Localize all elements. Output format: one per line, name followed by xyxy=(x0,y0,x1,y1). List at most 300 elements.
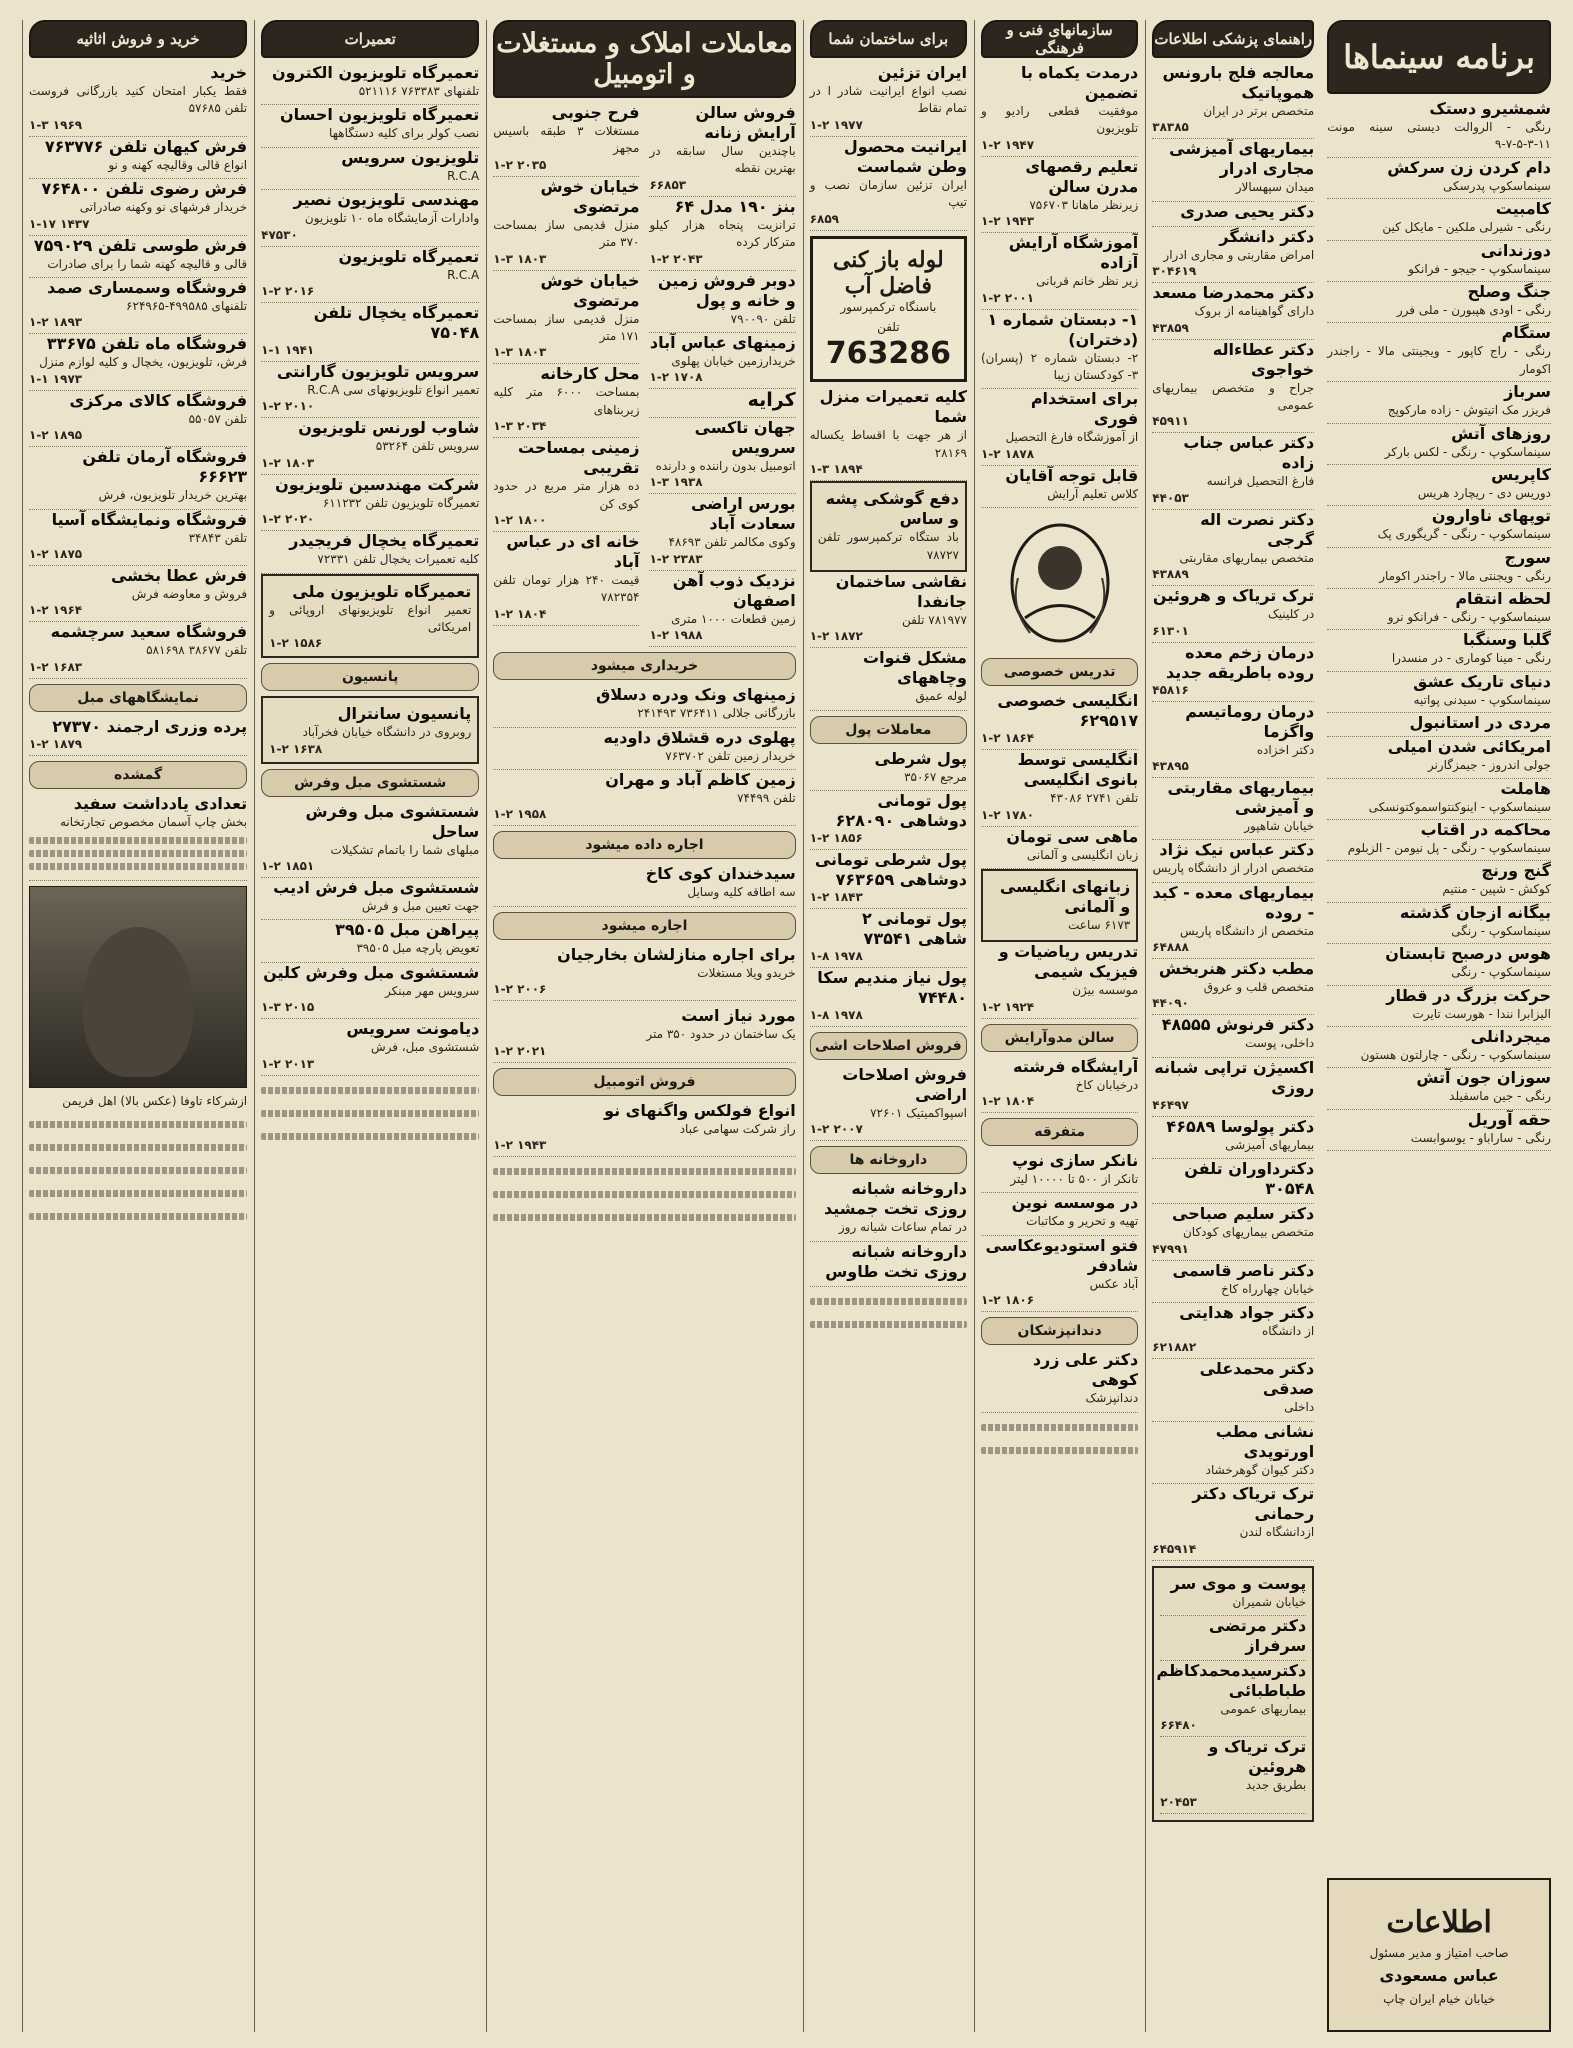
ad-title: بیماریهای مقاربتی و آمیزشی xyxy=(1167,777,1315,817)
ad xyxy=(1152,202,1314,227)
box-phone-label: تلفن xyxy=(877,319,900,334)
section-band: معاملات پول xyxy=(810,716,967,744)
ad xyxy=(493,438,639,532)
ad-code: ۱-۲ ۲۰۰۷ xyxy=(809,1122,863,1137)
ad-text: ازدانشگاه لندن xyxy=(1239,1525,1315,1540)
ad-code: ۶۴۸۸۸ xyxy=(1152,940,1189,955)
ad xyxy=(261,418,479,474)
ad-title: فرش طوسی تلفن ۷۵۹۰۲۹ xyxy=(33,235,248,255)
ad xyxy=(810,909,967,968)
ad-text: متخصص بیماریهای مقاربتی xyxy=(1179,550,1315,565)
ad-text: خریدارزمین خیابان پهلوی xyxy=(671,353,796,368)
ad-text: منزل قدیمی ساز بمساحت ۱۷۱ متر xyxy=(493,311,640,343)
cinema-item xyxy=(1327,630,1551,671)
ad-title: خرید xyxy=(210,63,248,82)
ad-code: ۴۴۰۵۳ xyxy=(1152,490,1189,505)
ad-text: تلفن ۷۴۴۹۹ xyxy=(737,791,796,806)
ad-title: خیابان خوش مرتضوی xyxy=(540,176,640,216)
ad-code: ۱-۲ ۱۶۳۸ xyxy=(269,741,323,756)
ad-text: کلیه تعمیرات یخچال تلفن ۷۲۳۳۱ xyxy=(317,552,480,567)
ad-text: دندانپزشک xyxy=(1085,1391,1139,1406)
ads-list xyxy=(261,63,479,658)
ad-title: دکتر مرتضی سرفراز xyxy=(1208,1615,1307,1655)
ad-code: ۱-۲ ۱۸۰۶ xyxy=(980,1293,1035,1308)
ad-text: تعمیرگاه تلویزیون تلفن ۶۱۱۲۳۲ xyxy=(322,495,480,510)
film-details: سینماسکوپ - رنگی - پل نیومن - الزبلوم xyxy=(1347,841,1551,856)
ad xyxy=(981,466,1138,508)
ad-title: بیماریهای معده - کبد - روده xyxy=(1152,882,1315,922)
ad-title: ماهی سی تومان xyxy=(1006,826,1139,846)
cinema-item xyxy=(1327,779,1551,820)
ad-text: متخصص ادرار از دانشگاه پاریس xyxy=(1152,861,1315,876)
ad-title: پرده وزری ارجمند ۲۷۳۷۰ xyxy=(52,716,248,736)
ad xyxy=(29,63,247,137)
ad xyxy=(1152,1484,1314,1560)
film-details: دوریس دی - ریچارد هریس xyxy=(1417,485,1551,500)
ad-text: بهترین خریدار تلویزیون، فرش xyxy=(98,488,248,503)
ad-code: ۱-۲ ۱۸۰۳ xyxy=(261,455,315,470)
section-banner: تعمیرات xyxy=(261,20,479,58)
ad-text: امراض مقاربتی و مجاری ادرار xyxy=(1163,247,1315,262)
ad-text: در تمام ساعات شبانه روز xyxy=(838,1220,967,1235)
section-band: پانسیون xyxy=(261,663,479,691)
ad-text: راز شرکت سهامی عباد xyxy=(679,1121,796,1136)
ad-text: خیابان چهارراه کاخ xyxy=(1221,1281,1315,1296)
column-cinema xyxy=(1321,20,1551,2032)
ad xyxy=(1152,840,1314,882)
ad xyxy=(29,794,247,881)
ad xyxy=(29,566,247,622)
ad-text: آباد عکس xyxy=(1089,1276,1139,1291)
ad xyxy=(810,63,967,137)
ad-title: شاوب لورنس تلویزیون xyxy=(298,418,480,438)
ad-title: پول شرطی تومانی دوشاهی ۷۶۳۶۵۹ xyxy=(814,850,967,890)
ad-title: دیامونت سرویس xyxy=(346,1019,480,1039)
box-phone-row xyxy=(821,316,956,371)
ad-title: پانسیون سانترال xyxy=(337,704,472,724)
ad-text: دارای گواهینامه از بروک xyxy=(1194,304,1315,319)
cinema-item xyxy=(1327,861,1551,902)
film-details: جولی اندروز - جیمزگارنر xyxy=(1427,758,1551,773)
ad-text: تلفن ۳۸۶۷۷ ۵۸۱۶۹۸ xyxy=(146,643,248,658)
ad xyxy=(981,827,1138,869)
film-details: سینماسکوپ - سیدنی پواتیه xyxy=(1413,692,1551,707)
section-band: دندانپزشکان xyxy=(981,1317,1138,1345)
ad-title: ایران تزئین xyxy=(877,63,967,82)
film-details: سینماسکوپ - اینوکنتواسموکتونسکی xyxy=(1368,799,1551,814)
ad xyxy=(1152,1422,1314,1484)
ad-code: ۱-۲ ۲۰۱۰ xyxy=(261,399,315,414)
cinema-item xyxy=(1327,1068,1551,1109)
ad-title: فتو استودیوعکاسی شادفر xyxy=(985,1235,1139,1275)
box-phone-number: 763286 xyxy=(825,336,951,372)
ad-text: زیرنظر ماهانا ۷۵۶۷۰۳ xyxy=(1029,197,1139,212)
ad-title: کلیه تعمیرات منزل شما xyxy=(819,387,967,427)
cinema-item xyxy=(1327,548,1551,589)
ad-text: نصب انواع ایرانیت شادر ا در تمام نقاط xyxy=(809,84,967,116)
ad-title: فروشگاه کالای مرکزی xyxy=(69,390,248,410)
ad-text: مرجع ۳۵۰۶۷ xyxy=(904,769,967,784)
cinema-item xyxy=(1327,1110,1551,1151)
ad-text: ترانزیت پنجاه هزار کیلو مترکار کرده xyxy=(649,217,796,250)
ad xyxy=(981,1193,1138,1235)
ad-code: ۱-۲ ۲۳۸۳ xyxy=(649,551,703,566)
ad-text: اتومبیل بدون راننده و دارنده xyxy=(655,459,796,474)
ad xyxy=(493,685,795,727)
emblem-icon xyxy=(1000,518,1120,648)
film-title: شمشیرو دستک xyxy=(1429,99,1551,118)
ad-text: باچندین سال سابقه در بهترین نقطه xyxy=(649,144,796,176)
ad-title: فرش رضوی تلفن ۷۶۴۸۰۰ xyxy=(41,179,248,199)
ad xyxy=(1152,778,1314,840)
ad-text: خیابان شمیران xyxy=(1232,1594,1307,1609)
ad-title: نزدیک ذوب آهن اصفهان xyxy=(672,570,796,610)
ad-code: ۱-۲ ۱۸۰۴ xyxy=(980,1094,1035,1109)
medical-footer-box xyxy=(1152,1566,1314,1822)
ad-code: ۱-۲ ۱۸۰۴ xyxy=(493,606,547,621)
ad-title: زمین کاظم آباد و مهران xyxy=(605,770,796,790)
ad xyxy=(981,869,1138,942)
ad-text: تلفن ۲۷۴۱ ۴۳۰۸۶ xyxy=(1050,791,1139,806)
ad-code: ۱-۳ ۱۸۰۳ xyxy=(493,251,547,266)
ad-text: ایران تزئین سازمان نصب و تیپ xyxy=(809,177,967,210)
ad-title: تدریس ریاضیات و فیزیک شیمی xyxy=(998,942,1139,982)
ads-list xyxy=(29,63,247,679)
ad-text: انواع قالی وقالیچه کهنه و نو xyxy=(108,157,248,172)
ad xyxy=(493,364,639,438)
film-details: سینماسکوپ - رنگی xyxy=(1451,965,1551,980)
ads-list xyxy=(810,63,967,231)
ad-text: تانکر از ۵۰۰ تا ۱۰۰۰۰ لیتر xyxy=(1010,1172,1139,1187)
cinema-item xyxy=(1327,158,1551,199)
ad-text: خریدار فرشهای نو وکهنه صادراتی xyxy=(79,200,248,215)
ad-text: میدان سپهسالار xyxy=(1235,180,1315,195)
school-emblem xyxy=(981,513,1138,653)
column-education xyxy=(974,20,1138,2032)
ad-title: ترک تریاک و هروئین xyxy=(1208,1737,1307,1777)
section-band: متفرقه xyxy=(981,1118,1138,1146)
ad xyxy=(1152,227,1314,283)
ad-title: زبانهای انگلیسی و آلمانی xyxy=(999,876,1131,916)
film-details: رنگی - ساراباو - یوسوابست xyxy=(1410,1130,1551,1145)
section-band: فروش اتومبیل xyxy=(493,1068,795,1096)
ad-code: ۴۳۸۵۹ xyxy=(1152,320,1189,335)
film-details: سینماسکوپ - رنگی - چارلتون هستون xyxy=(1360,1047,1551,1062)
ad xyxy=(29,278,247,334)
cinema-item xyxy=(1327,737,1551,778)
ad-code: ۶۶۴۸۰ xyxy=(1160,1718,1197,1733)
ad xyxy=(1160,1616,1306,1661)
ad-title: در موسسه نوین xyxy=(1011,1193,1139,1213)
ad-code: ۱-۲ ۱۸۷۲ xyxy=(809,629,863,644)
ad xyxy=(1160,1737,1306,1813)
ad-text: در کلینیک xyxy=(1267,607,1315,622)
ad-text: فارغ التحصیل فرانسه xyxy=(1206,474,1315,489)
ad-text: خریدار زمین تلفن ۷۶۳۷۰۲ xyxy=(665,748,796,763)
text-filler xyxy=(29,1115,247,2032)
ad xyxy=(261,247,479,303)
ads-list xyxy=(810,387,967,710)
ad xyxy=(493,864,795,906)
ad-code: ۱-۲ ۲۰۲۰ xyxy=(261,512,315,527)
ad xyxy=(493,728,795,770)
ad-title: برای استخدام فوری xyxy=(1030,389,1139,429)
film-title: هاملت xyxy=(1500,778,1551,798)
ad xyxy=(981,157,1138,233)
ad-code: ۱-۲ ۲۰۳۵ xyxy=(493,157,547,172)
column-furniture xyxy=(22,20,247,2032)
ad-text: داخلی، پوست xyxy=(1245,1036,1315,1051)
ad-text: وادارات آزمایشگاه ماه ۱۰ تلویزیون xyxy=(304,211,480,226)
ad-code: ۱-۱ ۱۹۴۱ xyxy=(261,342,315,357)
ad-title: زمینی بمساحت تقریبی xyxy=(518,438,640,478)
ad-text: منزل قدیمی ساز بمساحت ۳۷۰ متر xyxy=(493,217,640,250)
ad xyxy=(1152,139,1314,201)
ad xyxy=(493,532,639,626)
film-title: گنج ورنچ xyxy=(1481,861,1551,881)
film-title: سرباز xyxy=(1504,382,1551,402)
film-title: سوزان جون آتش xyxy=(1416,1068,1551,1088)
ad xyxy=(493,103,639,177)
section-banner: معاملات املاک و مستغلات و اتومبیل xyxy=(493,20,795,98)
ad-title: پول تومانی دوشاهی ۶۲۸۰۹۰ xyxy=(835,791,967,831)
portrait-photo xyxy=(29,886,247,1088)
ad xyxy=(261,1019,479,1075)
ad-code: ۱-۳ ۱۸۰۳ xyxy=(493,345,547,360)
film-details: سینماسکوپ - رنگی - لکس بارکر xyxy=(1384,444,1551,459)
ad-code: ۱-۲ ۲۰۰۶ xyxy=(493,982,547,997)
ads-list xyxy=(1152,63,1314,1561)
ad-code: ۶۶۸۵۳ xyxy=(649,177,687,192)
ad-text: بیماریهای آمیزشی xyxy=(1225,1137,1315,1152)
ad xyxy=(29,236,247,278)
film-details: فریزر مک اتیتوش - زاده مارکوپج xyxy=(1387,403,1551,418)
text-filler xyxy=(981,1418,1138,2032)
ad xyxy=(810,749,967,791)
ad-text: بازرگانی جلالی ۷۳۶۴۱۱ ۲۴۱۴۹۳ xyxy=(637,706,796,721)
ad-title: دکتر پولوسا ۴۶۵۸۹ xyxy=(1166,1116,1315,1136)
ad-text: ۷۸۱۹۷۷ تلفن xyxy=(901,612,967,627)
ad-code: ۱-۸ ۱۹۷۸ xyxy=(809,949,863,964)
ad-title: پیراهن مبل ۳۹۵۰۵ xyxy=(335,920,480,940)
ad xyxy=(1152,959,1314,1015)
ad xyxy=(493,945,795,1001)
ad-title: نقاشی ساختمان جانفدا xyxy=(835,571,967,611)
ad-title: فروشگاه وسمساری صمد xyxy=(47,277,248,297)
film-title: جنگ وصلح xyxy=(1467,281,1551,301)
film-title: مردی در استانبول xyxy=(1409,713,1551,733)
film-details: رنگی - ویجنتی مالا - راجندر اکومار xyxy=(1379,568,1551,583)
cinema-item xyxy=(1327,672,1551,713)
ad xyxy=(1152,1261,1314,1303)
ad-text: تلفن ۵۵۰۵۷ xyxy=(188,411,248,426)
ad xyxy=(493,1006,795,1062)
section-band: نمایشگاههای مبل xyxy=(29,684,247,712)
ad-title: پهلوی دره قشلاق داودیه xyxy=(603,727,796,747)
ad-code: ۲۰۴۵۳ xyxy=(1160,1794,1197,1809)
ad-title: سیدخندان کوی کاخ xyxy=(645,864,796,884)
cinema-item xyxy=(1327,382,1551,423)
ad-text: خیابان شاهپور xyxy=(1244,818,1315,833)
ad xyxy=(493,770,795,826)
film-title: لحظه انتقام xyxy=(1455,589,1551,609)
ad-code: ۱-۲ ۱۹۲۴ xyxy=(980,999,1035,1014)
ad-title: درمان زخم معده روده باطریقه جدید xyxy=(1165,642,1315,682)
section-band: داروخانه ها xyxy=(810,1146,967,1174)
ad xyxy=(810,137,967,231)
film-title: کاپریس xyxy=(1491,464,1551,484)
ad xyxy=(810,387,967,481)
ad xyxy=(29,717,247,756)
section-band: سالن مدوآرایش xyxy=(981,1024,1138,1052)
ad xyxy=(261,802,479,878)
ad-title: مهندسی تلویزیون نصیر xyxy=(293,190,480,210)
ad-title: فرش کیهان تلفن ۷۶۳۷۷۶ xyxy=(44,136,248,156)
ad-text: بطریق جدید xyxy=(1245,1778,1307,1793)
ad-title: شرکت مهندسین تلویزیون xyxy=(275,474,480,494)
film-title: توپهای ناوارون xyxy=(1431,506,1551,526)
ad-text: سه اطاقه کلیه وسایل xyxy=(687,885,796,900)
portrait-head xyxy=(83,927,193,1077)
film-details: کوکش - شپین - منتیم xyxy=(1442,882,1551,897)
ad-text: جراح و متخصص بیماریهای عمومی xyxy=(1152,380,1315,412)
ads-list xyxy=(261,802,479,1076)
ad-title: نشانی مطب اورتوپدی xyxy=(1215,1421,1315,1461)
ad-title: تعدادی یادداشت سفید xyxy=(73,793,248,813)
ad-code: ۴۶۴۹۷ xyxy=(1152,1097,1189,1112)
ad xyxy=(981,1151,1138,1193)
ad-text: مستغلات ۳ طبقه باسیس مجهز xyxy=(493,124,640,156)
ad-text: تعمیر انواع تلویزیونهای اروپائی و امریکائی xyxy=(269,602,472,634)
ad xyxy=(981,233,1138,309)
ad-text: دکتر اخزاده xyxy=(1256,742,1315,757)
ad-title: دکتر جواد هدایتی xyxy=(1179,1303,1315,1323)
ad-code: ۱-۲ ۱۹۸۸ xyxy=(649,628,703,643)
photo-caption: ازشرکاء تاوفا (عکس بالا) اهل فریمن xyxy=(62,1094,248,1109)
ad-title: بورس اراضی سعادت آباد xyxy=(690,494,796,534)
ad xyxy=(810,850,967,909)
ad-title: قابل توجه آقایان xyxy=(1005,465,1139,485)
ad-title: ۱- دبستان شماره ۱ (دختران) xyxy=(987,309,1139,349)
ad-text: ده هزار متر مربع در حدود کوی کن xyxy=(493,479,640,511)
ad-title: انواع فولکس واگنهای نو xyxy=(604,1100,796,1120)
ad xyxy=(1160,1574,1306,1616)
ad xyxy=(1152,510,1314,586)
ad-text: اسپواکمیتیک ۷۲۶۰۱ xyxy=(870,1106,967,1121)
ad-title: تعمیرگاه یخچال فریجیدر xyxy=(289,531,480,551)
ad-title: فروشگاه آرمان تلفن ۶۶۶۲۳ xyxy=(82,447,248,487)
column-construction xyxy=(803,20,967,2032)
masthead xyxy=(1327,1878,1551,2032)
ad xyxy=(1152,283,1314,339)
ad-text: تلفنهای ۷۶۳۳۸۳ ۵۲۱۱۱۶ xyxy=(358,84,480,98)
cinema-item xyxy=(1327,323,1551,382)
ad-code: ۴۷۵۳۰ xyxy=(261,227,298,242)
ad-code: ۱-۲ ۱۹۶۴ xyxy=(29,603,83,618)
ad-code: ۶۸۵۹ xyxy=(809,211,839,226)
ad-code: ۱-۲ ۱۸۹۵ xyxy=(29,428,83,443)
film-details: سینماسکوپ - رنگی xyxy=(1451,923,1551,938)
ad-text: زمین قطعات ۱۰۰۰ متری xyxy=(671,611,796,626)
ad-code: ۴۷۹۹۱ xyxy=(1152,1241,1189,1256)
ad-code: ۱-۲ ۲۰۱۶ xyxy=(261,283,315,298)
cinema-item xyxy=(1327,903,1551,944)
ad xyxy=(810,1179,967,1241)
ad xyxy=(981,1236,1138,1312)
ad-code: ۱-۲ ۱۹۵۸ xyxy=(493,807,547,822)
ad xyxy=(649,418,795,494)
ad xyxy=(261,190,479,246)
ad xyxy=(261,920,479,962)
ad-title: درمان روماتیسم واگزما xyxy=(1185,701,1315,741)
ad xyxy=(29,447,247,509)
cinema-item xyxy=(1327,465,1551,506)
ad-title: تعمیرگاه تلویزیون الکترون xyxy=(272,63,480,82)
columns xyxy=(22,20,1551,2032)
section-banner: سازمانهای فنی و فرهنگی xyxy=(981,20,1138,58)
ad xyxy=(649,333,795,389)
spacer xyxy=(1327,1156,1551,1873)
section-band: تدریس خصوصی xyxy=(981,658,1138,686)
cinema-item xyxy=(1327,199,1551,240)
ad-title: تعمیرگاه تلویزیون xyxy=(338,246,480,266)
ad-title: برای اجاره منازلشان بخارجیان xyxy=(557,944,796,964)
ad-title: خانه ای در عباس آباد xyxy=(506,531,640,571)
ad-title: بنز ۱۹۰ مدل ۶۴ xyxy=(674,196,796,216)
ad-code: ۱-۲ ۱۸۹۳ xyxy=(29,315,83,330)
ad-code: ۱-۳ ۱۹۳۸ xyxy=(649,475,703,490)
ad xyxy=(493,271,639,365)
film-title: سورج xyxy=(1504,547,1551,567)
ad-text: روبروی در دانشگاه خیابان فخرآباد xyxy=(302,725,472,740)
ad xyxy=(1152,1159,1314,1204)
ad-title: ترک تریاک و هروئین xyxy=(1152,586,1315,606)
ad-title: سرویس تلویزیون گارانتی xyxy=(276,361,480,381)
ad-title: تعلیم رقصهای مدرن سالن xyxy=(1025,156,1139,196)
ad-text: متخصص از دانشگاه پاریس xyxy=(1180,923,1315,938)
section-banner: برای ساختمان شما xyxy=(810,20,967,58)
ad-text: فروش و معاوضه فرش xyxy=(131,586,248,601)
ad xyxy=(261,963,479,1019)
film-title: روزهای آتش xyxy=(1451,423,1551,443)
ad-title: مشکل قنوات وچاههای xyxy=(863,648,967,688)
ad-code: ۴۵۸۱۶ xyxy=(1152,682,1189,697)
ad xyxy=(981,310,1138,390)
ad xyxy=(29,137,247,179)
ad-code: ۱-۲ ۱۸۰۰ xyxy=(493,512,547,527)
ad-title: زمینهای ونک ودره دسلاق xyxy=(596,685,796,705)
ad xyxy=(1152,702,1314,778)
section-band: فروش اصلاحات اشی xyxy=(810,1032,967,1060)
ad-title: شستشوی مبل فرش ادیب xyxy=(273,878,480,898)
box-title: لوله باز کنی فاضل آب xyxy=(832,246,944,299)
ad xyxy=(649,571,795,647)
ad-code: ۳۰۴۶۱۹ xyxy=(1152,264,1197,279)
ad-text: تلفنهای ۴۹۹۵۸۵-۶۲۴۹۶۵ xyxy=(126,298,248,313)
ad-code: ۱-۸ ۱۹۷۸ xyxy=(809,1008,863,1023)
ad xyxy=(810,791,967,850)
cinema-item xyxy=(1327,1027,1551,1068)
ad-text: متخصص بیماریهای کودکان xyxy=(1182,1225,1315,1240)
ad xyxy=(261,696,479,763)
ad xyxy=(493,1101,795,1157)
ad-title: داروخانه شبانه روزی تخت طاوس xyxy=(825,1241,967,1281)
film-title: بیگانه ازجان گذشته xyxy=(1399,902,1551,922)
ad-text: وکوی مکالمر تلفن ۴۸۶۹۳ xyxy=(668,535,796,550)
ad xyxy=(1152,1204,1314,1260)
section-banner: راهنمای پزشکی اطلاعات xyxy=(1152,20,1314,58)
ad-text: درخیابان کاخ xyxy=(1075,1077,1139,1092)
